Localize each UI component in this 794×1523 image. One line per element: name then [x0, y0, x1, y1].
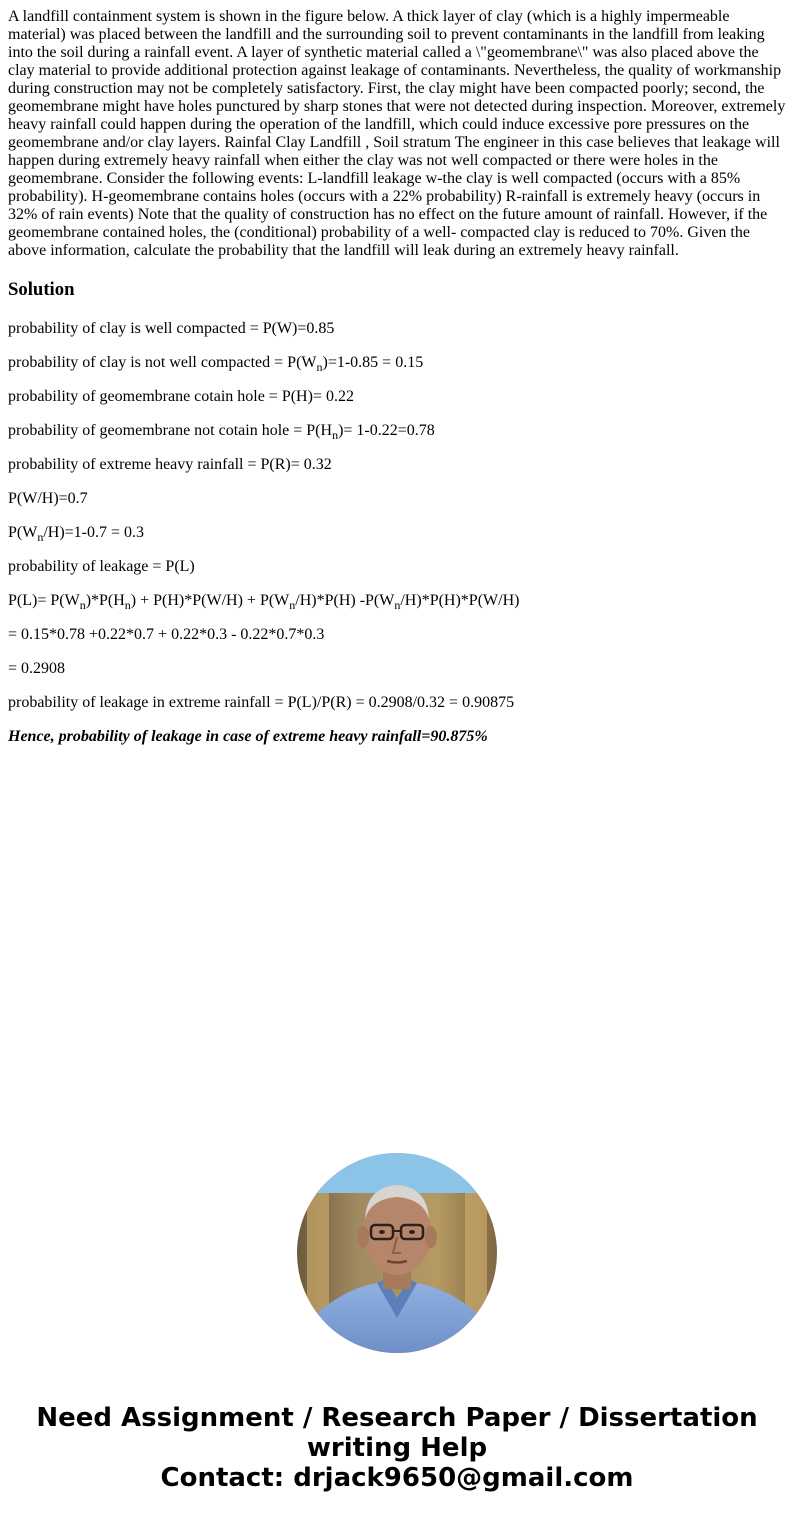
solution-line: probability of geomembrane cotain hole = P(H)= 0.22 [8, 388, 354, 405]
solution-line: = 0.2908 [8, 660, 66, 677]
solution-line: probability of geomembrane not cotain hole = $P(H_n)= 1-0.22=0.78$ [8, 422, 435, 443]
solution-line: $P(W_n/H)=1-0.7 = 0.3$ [8, 524, 145, 545]
solution-line: probability of clay is not well compacted = $P(W_n)=1-0.85 = 0.15$ [8, 354, 424, 375]
solution-line: probability of extreme heavy rainfall = P(R)= 0.32 [8, 456, 332, 473]
solution-heading: Solution [8, 279, 75, 300]
banner-line: writing Help [306, 1433, 488, 1463]
author-avatar [297, 1153, 497, 1353]
document-body [8, 8, 786, 746]
solution-line: probability of clay is well compacted = P(W)=0.85 [8, 320, 335, 337]
question-text: A landfill containment system is shown in the figure below. A thick layer of clay (which is a highly impermeable material) was placed between the landfill and the surrounding soil to prevent contaminants in the landfill from leaking into the soil during a rainfall event. A layer of synthetic material called a \"geomembrane\" was also placed above the clay material to provide additional protection against leakage of contaminants. Nevertheless, the quality of workmanship during construction may not be completely satisfactory. First, the clay might have been compacted poorly; second, the geomembrane might have holes punctured by sharp stones that were not detected during inspection. Moreover, extremely heavy rainfall could happen during the operation of the landfill, which could induce excessive pore pressures on the geomembrane and/or clay layers. Rainfal Clay Landfill , Soil stratum The engineer in this case believes that leakage will happen during extremely heavy rainfall when either the clay was not well compacted or there were holes in the geomembrane. Consider the following events: L-landfill leakage w-the clay is well compacted (occurs with a 85% probability). H-geomembrane contains holes (occurs with a 22% probability) R-rainfall is extremely heavy (occurs in 32% of rain events) Note that the quality of construction has no effect on the future amount of rainfall. However, if the geomembrane contained holes, the (conditional) probability of a well- compacted clay is reduced to 70%. Given the above information, calculate the probability that the landfill will leak during an extremely heavy rainfall. [8, 8, 786, 259]
formula-line: $P(L)= P(W_n)*P(H_n) + P(H)*P(W/H) + P(W_n/H)*P(H)$ $-P(W_n/H)*P(H)*P(W/H)$ [8, 592, 520, 613]
solution-line: probability of leakage in extreme rainfall = P(L)/P(R) = 0.2908/0.32 = 0.90875 [8, 694, 515, 711]
contact-email: Contact: drjack9650@gmail.com [160, 1463, 634, 1493]
conclusion-text: Hence, probability of leakage in case of extreme heavy rainfall=90.875% [8, 728, 488, 745]
contact-banner [0, 1403, 794, 1493]
avatar-portrait [297, 1153, 497, 1353]
solution-line: P(W/H)=0.7 [8, 490, 88, 507]
solution-line: = 0.15*0.78 +0.22*0.7 + 0.22*0.3 - 0.22*0.7*0.3 [8, 626, 325, 643]
solution-line: probability of leakage = P(L) [8, 558, 195, 575]
banner-line: Need Assignment / Research Paper / Dissertation [36, 1403, 758, 1433]
